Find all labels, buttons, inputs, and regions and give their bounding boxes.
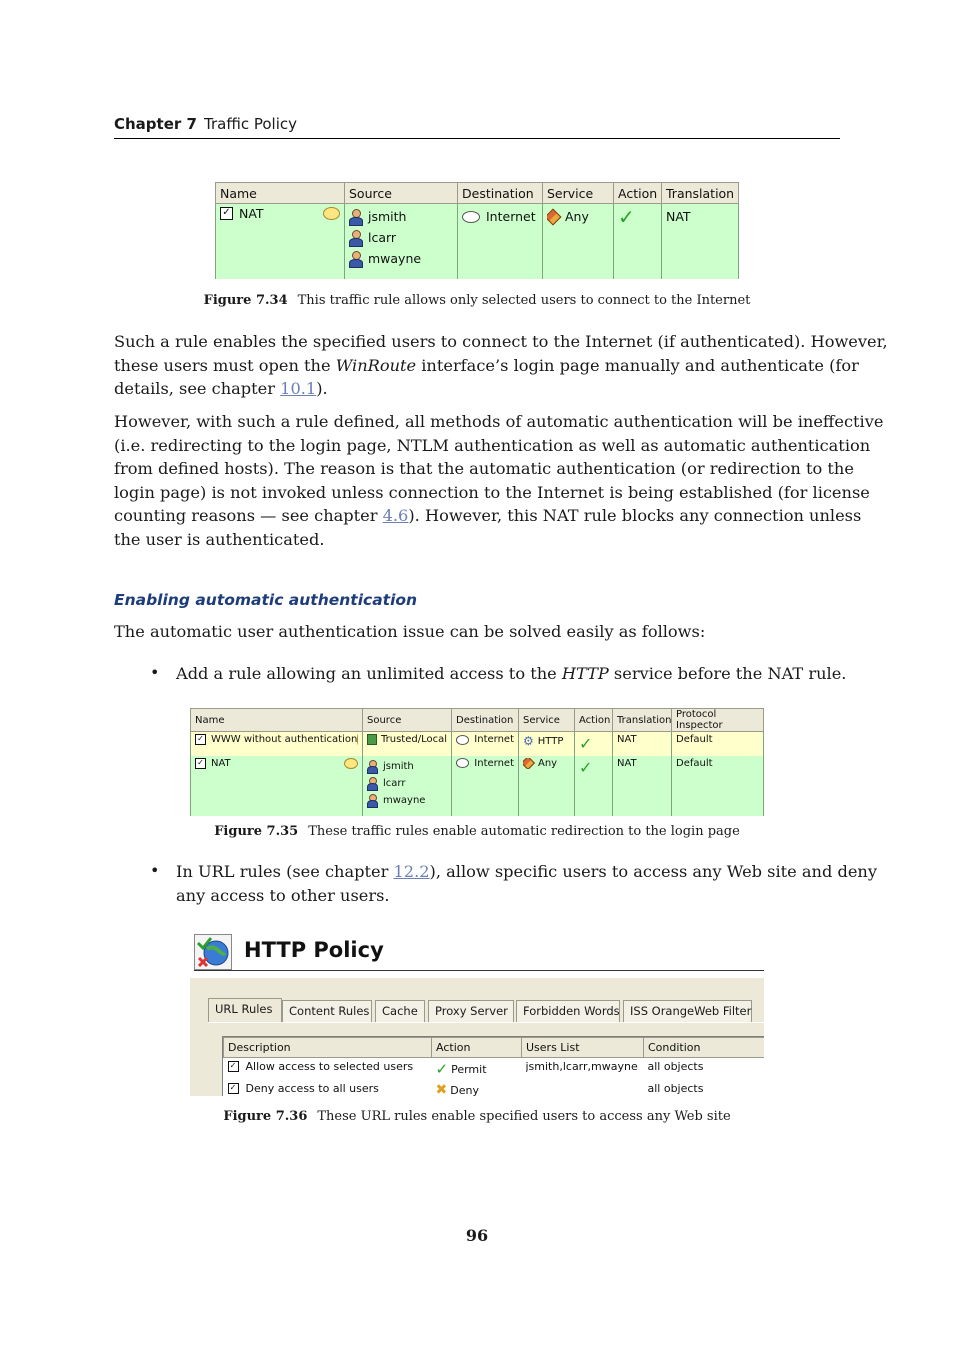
source-user: jsmith (383, 760, 414, 772)
para-line: counting reasons — see chapter 4.6). However, this NAT rule blocks any connection unless (114, 506, 862, 526)
col-name[interactable]: Name (216, 183, 345, 204)
col-users-list[interactable]: Users List (522, 1038, 644, 1058)
page-number: 96 (465, 1226, 489, 1245)
table-row[interactable] (216, 204, 739, 279)
protocol-inspector: Default (676, 734, 713, 745)
enabled-checkbox[interactable]: ✓ (220, 207, 233, 220)
translation: NAT (666, 209, 691, 224)
any-service-icon (547, 208, 561, 225)
figure-7-35-rules-table (190, 708, 764, 816)
permit-check-icon: ✓ (579, 757, 593, 777)
col-protocol-inspector[interactable]: Protocol Inspector (672, 709, 764, 732)
permit-check-icon: ✓ (579, 734, 593, 753)
figure-caption (114, 824, 840, 839)
enabled-checkbox[interactable]: ✓ (228, 1061, 239, 1072)
tab-forbidden-words[interactable]: Forbidden Words (516, 1000, 620, 1022)
source-user: mwayne (383, 794, 426, 806)
table-row[interactable] (224, 1058, 765, 1081)
destination: Internet (474, 734, 514, 745)
table-row[interactable] (191, 732, 764, 756)
user-icon (349, 209, 363, 225)
source: Trusted/Local (380, 734, 447, 745)
table-row[interactable] (191, 756, 764, 816)
service: Any (565, 209, 589, 224)
para-line: any access to other users. (176, 885, 390, 905)
rule-action: Permit (451, 1062, 487, 1076)
para-line: In URL rules (see chapter 12.2), allow specific users to access any Web site and deny (176, 862, 877, 881)
user-icon (367, 777, 378, 790)
table-row[interactable] (224, 1080, 765, 1096)
col-action[interactable]: Action (614, 183, 662, 204)
col-translation[interactable]: Translation (662, 183, 739, 204)
rule-condition: all objects (647, 1082, 704, 1095)
tab-url-rules[interactable]: URL Rules (208, 998, 282, 1023)
source-user: lcarr (383, 777, 406, 789)
col-source[interactable]: Source (363, 709, 452, 732)
source-user: lcarr (368, 230, 397, 245)
user-icon (367, 794, 378, 807)
rule-name: NAT (239, 206, 264, 221)
permit-check-icon: ✓ (435, 1060, 449, 1078)
col-description[interactable]: Description (224, 1038, 432, 1058)
translation: NAT (617, 757, 637, 769)
rule-name: NAT (211, 757, 231, 769)
paragraph (114, 330, 888, 401)
running-header (114, 114, 840, 139)
para-line: details, see chapter 10.1). (114, 379, 328, 399)
url-rules-table (222, 1036, 764, 1096)
col-destination[interactable]: Destination (458, 183, 543, 204)
caption-text: This traffic rule allows only selected users to connect to the Internet (297, 293, 751, 308)
caption-text: These traffic rules enable automatic redirection to the login page (308, 824, 740, 839)
comment-icon (344, 758, 358, 769)
chapter-link[interactable]: 12.2 (393, 862, 430, 881)
tab-proxy-server[interactable]: Proxy Server (428, 1000, 514, 1022)
caption-label: Figure 7.36 (223, 1109, 308, 1124)
para-line: The automatic user authentication issue can be solved easily as follows: (114, 622, 706, 641)
globe-icon (462, 211, 480, 223)
http-policy-header (194, 932, 764, 971)
deny-icon: ✖ (435, 1082, 448, 1096)
enabled-checkbox[interactable]: ✓ (195, 758, 206, 769)
chapter-link[interactable]: 4.6 (382, 506, 409, 526)
para-line: login page) is not invoked unless connection to the Internet is being established (for license (114, 482, 870, 502)
enabled-checkbox[interactable]: ✓ (195, 734, 206, 745)
para-line: these users must open the WinRoute interface’s login page manually and authenticate (for (114, 355, 859, 375)
globe-icon (456, 735, 469, 745)
col-action[interactable]: Action (575, 709, 613, 732)
tab-cache[interactable]: Cache (375, 1000, 425, 1022)
figure-caption (114, 1109, 840, 1124)
globe-icon (456, 758, 469, 768)
header-chapter: Chapter 7 (114, 115, 197, 133)
paragraph (114, 410, 884, 552)
figure-7-34-rules-table (215, 182, 739, 279)
source-user: jsmith (368, 209, 407, 224)
col-translation[interactable]: Translation (613, 709, 672, 732)
user-icon (349, 251, 363, 267)
caption-label: Figure 7.34 (203, 293, 288, 308)
section-subheading: Enabling automatic authentication (114, 591, 418, 609)
col-service[interactable]: Service (519, 709, 575, 732)
para-line: (i.e. redirecting to the login page, NTLM authentication as well as automatic authentication (114, 435, 871, 455)
comment-icon (323, 207, 340, 220)
service: Any (538, 757, 558, 769)
col-name[interactable]: Name (191, 709, 363, 732)
http-policy-panel (190, 978, 764, 1096)
bullet-item (176, 662, 847, 686)
any-service-icon (523, 758, 535, 769)
chapter-link[interactable]: 10.1 (280, 379, 317, 399)
user-icon (367, 760, 378, 773)
col-condition[interactable]: Condition (644, 1038, 765, 1058)
header-title: Traffic Policy (204, 115, 297, 133)
paragraph (114, 620, 840, 644)
source-user: mwayne (368, 251, 422, 266)
bullet-item (176, 860, 877, 907)
permit-check-icon: ✓ (618, 206, 635, 227)
rule-condition: all objects (647, 1060, 704, 1073)
col-service[interactable]: Service (543, 183, 614, 204)
rule-description: Allow access to selected users (245, 1060, 414, 1073)
trusted-network-icon (367, 734, 377, 745)
rule-description: Deny access to all users (245, 1082, 379, 1095)
translation: NAT (617, 734, 637, 745)
bullet-marker: • (150, 663, 160, 682)
gear-icon: ⚙ (523, 734, 534, 748)
comment-icon (357, 734, 358, 745)
caption-text: These URL rules enable specified users to access any Web site (317, 1109, 731, 1124)
col-source[interactable]: Source (345, 183, 458, 204)
figure-caption (114, 293, 840, 308)
rule-action: Deny (450, 1083, 479, 1096)
user-icon (349, 230, 363, 246)
url-rules-grid (223, 1037, 764, 1096)
col-action[interactable]: Action (432, 1038, 522, 1058)
service: HTTP (537, 735, 564, 747)
col-destination[interactable]: Destination (452, 709, 519, 732)
rule-name: WWW without authentication (211, 734, 358, 745)
http-policy-icon (194, 934, 232, 970)
caption-label: Figure 7.35 (214, 824, 299, 839)
destination: Internet (486, 209, 536, 224)
para-line: from defined hosts). The reason is that the automatic authentication (or redirection to the (114, 459, 854, 479)
para-line: Such a rule enables the specified users to connect to the Internet (if authenticated). However, (114, 332, 888, 351)
enabled-checkbox[interactable]: ✓ (228, 1083, 239, 1094)
rule-users: jsmith,lcarr,mwayne (525, 1060, 638, 1073)
destination: Internet (474, 757, 514, 769)
para-line: However, with such a rule defined, all methods of automatic authentication will be ineffective (114, 412, 884, 431)
protocol-inspector: Default (676, 757, 713, 769)
para-line: Add a rule allowing an unlimited access to the HTTP service before the NAT rule. (176, 664, 847, 683)
para-line: the user is authenticated. (114, 529, 325, 549)
http-policy-title: HTTP Policy (244, 938, 384, 962)
tab-iss-orangeweb-filter[interactable]: ISS OrangeWeb Filter (623, 1000, 752, 1022)
tab-content-rules[interactable]: Content Rules (282, 1000, 372, 1022)
bullet-marker: • (150, 861, 160, 880)
